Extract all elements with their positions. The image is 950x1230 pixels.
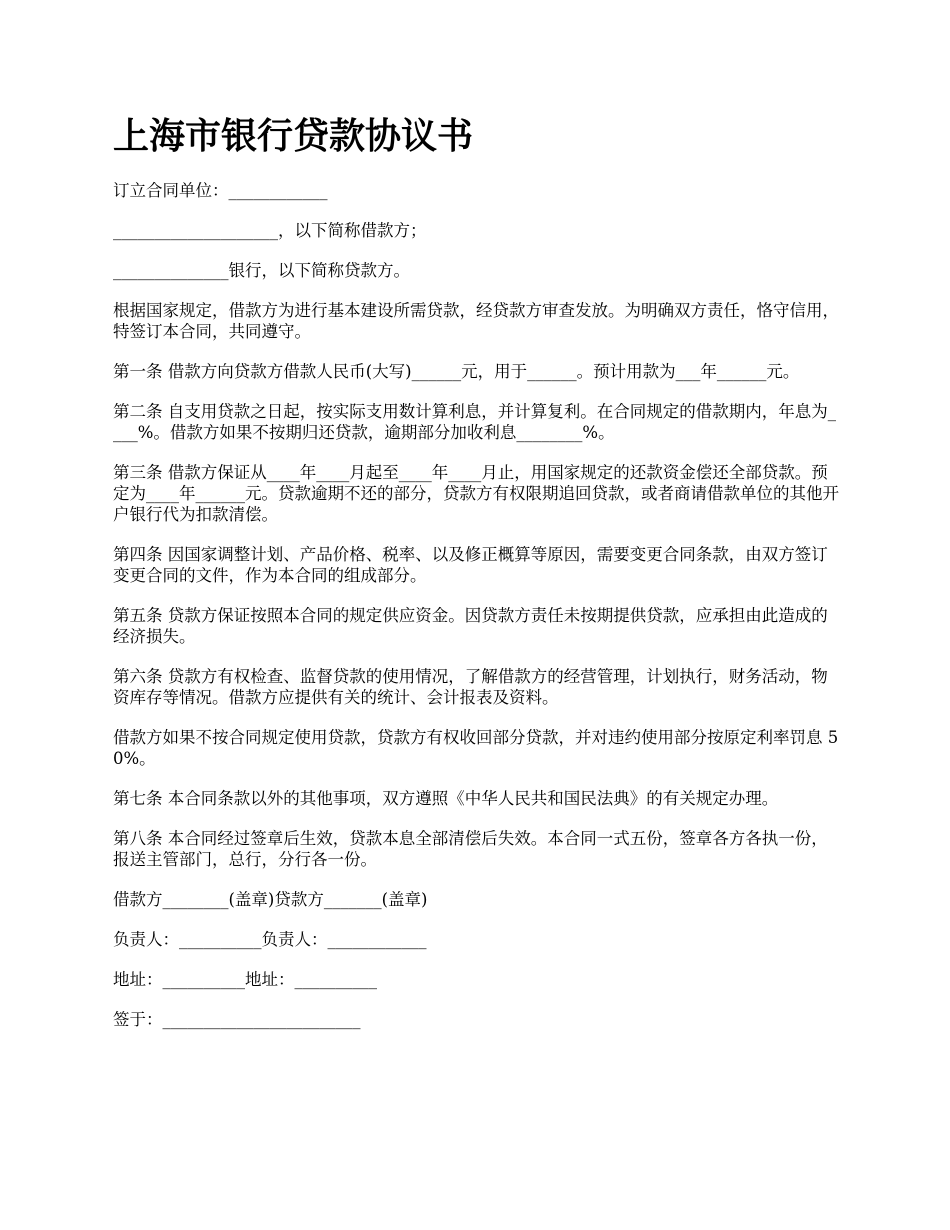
document-title: 上海市银行贷款协议书 xyxy=(113,115,474,157)
responsible-person-line: 负责人：__________负责人：____________ xyxy=(113,930,427,949)
article-4: 第四条 因国家调整计划、产品价格、税率、以及修正概算等原因，需要变更合同条款，由双方签订变更合同的文件，作为本合同的组成部分。 xyxy=(113,545,828,585)
penalty-paragraph: 借款方如果不按合同规定使用贷款，贷款方有权收回部分贷款，并对违约使用部分按原定利率罚息 50%。 xyxy=(113,728,839,768)
article-5: 第五条 贷款方保证按照本合同的规定供应资金。因贷款方责任未按期提供贷款，应承担由此造成的经济损失。 xyxy=(113,606,828,646)
preamble-paragraph: 根据国家规定，借款方为进行基本建设所需贷款，经贷款方审查发放。为明确双方责任，恪守信用，特签订本合同，共同遵守。 xyxy=(113,301,839,341)
signed-at-line: 签于：________________________ xyxy=(113,1010,361,1029)
address-line: 地址：__________地址：__________ xyxy=(113,970,377,989)
contract-parties-line: 订立合同单位：____________ xyxy=(113,181,328,200)
article-2: 第二条 自支用贷款之日起，按实际支用数计算利息，并计算复利。在合同规定的借款期内，年息为____%。借款方如果不按期归还贷款，逾期部分加收利息________%。 xyxy=(113,402,836,442)
article-3: 第三条 借款方保证从____年____月起至____年____月止，用国家规定的还款资金偿还全部贷款。预定为____年______元。贷款逾期不还的部分，贷款方有权限期追回贷款，或者商请借款单位的其他开户银行代为扣款清偿。 xyxy=(113,463,839,524)
document-page xyxy=(113,112,843,1049)
signature-seal-line: 借款方________(盖章)贷款方_______(盖章) xyxy=(113,890,428,909)
article-7: 第七条 本合同条款以外的其他事项，双方遵照《中华人民共和国民法典》的有关规定办理。 xyxy=(113,789,779,808)
article-8: 第八条 本合同经过签章后生效，贷款本息全部清偿后失效。本合同一式五份，签章各方各执一份，报送主管部门，总行，分行各一份。 xyxy=(113,829,828,869)
article-6: 第六条 贷款方有权检查、监督贷款的使用情况，了解借款方的经营管理，计划执行，财务活动，物资库存等情况。借款方应提供有关的统计、会计报表及资料。 xyxy=(113,667,828,707)
article-1: 第一条 借款方向贷款方借款人民币(大写)______元，用于______。预计用款为___年______元。 xyxy=(113,362,800,381)
lender-line: ______________银行，以下简称贷款方。 xyxy=(113,261,410,280)
borrower-line: ____________________，以下简称借款方； xyxy=(113,221,427,240)
